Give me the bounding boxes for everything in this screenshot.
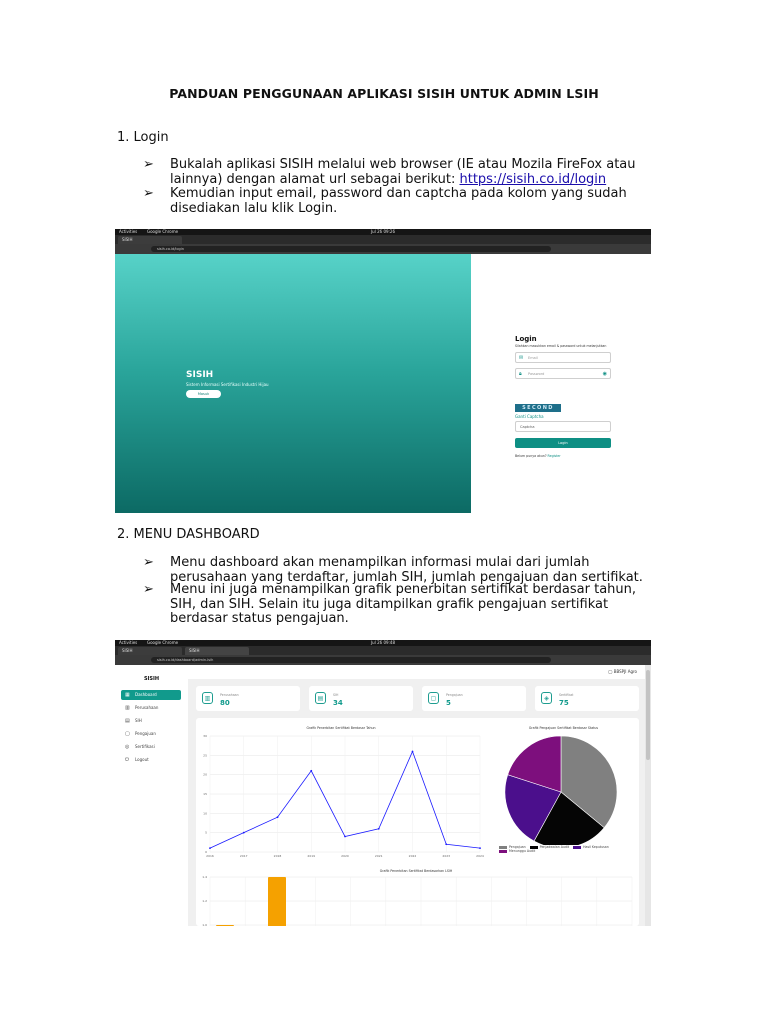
document-title: PANDUAN PENGGUNAAN APLIKASI SISIH UNTUK ADMIN LSIH [169, 86, 599, 101]
scrollbar[interactable] [645, 665, 651, 926]
dashboard-bullet-1 [143, 556, 643, 585]
hero-button[interactable]: Masuk [186, 390, 221, 398]
stat-card-label: SIH [333, 693, 339, 697]
os-app-name: Google Chrome [147, 229, 179, 234]
sidebar-item-logout[interactable] [121, 755, 181, 765]
dashboard-bullet-2 [143, 583, 643, 627]
bar-chart-y-tick: 1.0 [202, 923, 207, 926]
login-screenshot [115, 229, 651, 513]
os-clock: Jul 26 09:26 [371, 229, 395, 234]
file-icon: ▢ [428, 692, 439, 704]
login-bullet-1 [143, 158, 643, 187]
refresh-captcha-link[interactable]: Ganti Captcha [515, 414, 544, 419]
bar-chart-title: Grafik Penerbitan Sertifikat Berdasarkan LSIH [379, 869, 453, 873]
user-menu[interactable]: ◯ BBSPJI Agro [607, 669, 637, 674]
os-app-name: Google Chrome [147, 640, 179, 645]
line-chart [196, 730, 486, 860]
line-chart-y-tick: 5 [205, 830, 207, 835]
sidebar-item-label: Logout [135, 757, 149, 762]
hero-title: SISIH [186, 370, 214, 380]
legend-swatch [499, 850, 507, 853]
badge-icon: ◎ [125, 744, 130, 750]
legend-label: Penjadwalan Audit [539, 845, 570, 849]
line-chart-y-tick: 25 [203, 753, 207, 758]
line-chart-x-tick: 2021 [374, 854, 383, 858]
bullet-arrow: ➢ [143, 157, 154, 172]
section-dashboard-heading: 2. MENU DASHBOARD [117, 527, 260, 542]
bullet-arrow: ➢ [143, 186, 154, 201]
dashboard-main [188, 665, 651, 926]
line-chart-x-tick: 2023 [442, 854, 451, 858]
sidebar-item-label: SIH [135, 718, 142, 723]
stat-card-value: 34 [333, 699, 343, 707]
browser-tab-bar [115, 646, 651, 655]
login-url-link[interactable]: https://sisih.co.id/login [459, 171, 607, 187]
line-chart-y-tick: 30 [203, 734, 207, 738]
dashboard-screenshot [115, 640, 651, 926]
stat-card-label: Sertifikat [559, 693, 574, 697]
line-chart-x-tick: 2017 [239, 854, 248, 858]
tab-label: SISIH [189, 648, 200, 653]
shield-icon: ◈ [541, 692, 552, 704]
power-icon: ⏻ [125, 757, 129, 763]
stat-card-value: 5 [446, 699, 451, 707]
line-chart-point [412, 751, 414, 753]
sidebar [115, 665, 188, 926]
line-chart-x-tick: 2016 [206, 854, 214, 858]
browser-tab-2[interactable] [185, 647, 249, 655]
stat-card-sertifikat [535, 686, 639, 711]
legend-label: Hasil Keputusan [583, 845, 609, 849]
line-chart-x-tick: 2019 [307, 854, 316, 858]
sidebar-item-label: Sertifikasi [135, 744, 155, 749]
register-link[interactable]: Register [547, 454, 561, 458]
line-chart-x-tick: 2022 [408, 854, 417, 858]
section-login-heading: 1. Login [117, 130, 169, 145]
dashboard-bullet-1-text: Menu dashboard akan menampilkan informasi mulai dari jumlah perusahaan yang terdaftar, jumlah SIH, jumlah pengajuan dan sertifikat. [170, 555, 643, 585]
line-chart-point [277, 816, 279, 818]
line-chart-x-tick: 2024 [476, 854, 484, 858]
sidebar-item-sih[interactable] [121, 716, 181, 726]
sidebar-item-dashboard[interactable] [121, 690, 181, 700]
stat-card-label: Perusahaan [220, 693, 239, 697]
os-clock: Jul 26 09:48 [371, 640, 395, 645]
line-chart-x-tick: 2020 [341, 854, 349, 858]
sidebar-item-label: Dashboard [135, 692, 157, 697]
file-icon: ▢ [125, 731, 130, 737]
line-chart-point [209, 847, 211, 849]
line-chart-y-tick: 10 [203, 811, 207, 816]
lock-icon: 🔒︎ [519, 371, 522, 377]
line-chart-y-tick: 0 [205, 850, 207, 854]
stat-card-sih [309, 686, 413, 711]
stat-card-value: 80 [220, 699, 230, 707]
browser-address-bar [115, 655, 651, 665]
bar-chart-bar [268, 877, 286, 926]
pie-legend [499, 845, 639, 853]
line-chart-y-tick: 20 [203, 772, 207, 777]
building-icon: ▥ [125, 705, 130, 711]
login-bullet-1-text: Bukalah aplikasi SISIH melalui web browser (IE atau Mozila FireFox atau lainnya) dengan alamat url sebagai berikut: [170, 157, 636, 187]
line-chart-point [378, 828, 380, 830]
pie-legend-item[interactable] [530, 845, 569, 849]
building-icon: ▥ [202, 692, 213, 704]
os-activities[interactable]: Activities [119, 640, 138, 645]
sidebar-brand: SISIH [143, 676, 160, 682]
login-subtitle: Silahkan masukkan email & password untuk melanjutkan [515, 344, 607, 348]
line-chart-x-tick: 2018 [273, 854, 282, 858]
document-icon: ▤ [315, 692, 326, 704]
browser-tab[interactable] [118, 236, 182, 244]
login-hero-panel [115, 254, 471, 513]
tab-label: SISIH [122, 648, 133, 653]
browser-tab-1[interactable] [118, 647, 182, 655]
url-field[interactable]: sisih.co.id/dashboard/admin-lsih [151, 657, 551, 663]
bar-chart [196, 874, 636, 926]
stat-card-label: Pengajuan [446, 693, 463, 697]
login-form-panel [471, 254, 651, 513]
grid-icon: ▦ [125, 692, 130, 698]
hero-subtitle: Sistem Informasi Sertifikasi Industri Hijau [186, 382, 269, 387]
bar-chart-bar [216, 925, 234, 926]
login-bullet-2-text: Kemudian input email, password dan captcha pada kolom yang sudah disediakan lalu klik Login. [170, 186, 627, 216]
bullet-arrow: ➢ [143, 582, 154, 597]
bar-chart-y-tick: 1.4 [202, 875, 207, 879]
login-title: Login [515, 335, 537, 343]
login-bullet-2 [143, 187, 643, 216]
password-field[interactable]: 🔒︎ Password ◉ [515, 368, 611, 379]
charts-panel [196, 718, 639, 926]
line-chart-point [344, 836, 346, 838]
pie-legend-item[interactable] [573, 845, 609, 849]
document-icon: ▤ [125, 718, 130, 724]
legend-swatch [573, 846, 581, 849]
sidebar-item-label: Pengajuan [135, 731, 156, 736]
bar-chart-y-tick: 1.2 [202, 899, 207, 903]
sidebar-item-perusahaan[interactable] [121, 703, 181, 713]
sidebar-item-pengajuan[interactable] [121, 729, 181, 739]
sidebar-item-sertifikasi[interactable] [121, 742, 181, 752]
mail-icon: ✉ [519, 355, 524, 361]
stat-card-perusahaan [196, 686, 300, 711]
scrollbar-thumb[interactable] [646, 670, 650, 760]
os-activities[interactable]: Activities [119, 229, 138, 234]
browser-address-bar [115, 244, 651, 254]
pie-chart [496, 730, 636, 845]
line-chart-point [310, 770, 312, 772]
stat-card-pengajuan [422, 686, 526, 711]
bullet-arrow: ➢ [143, 555, 154, 570]
line-chart-point [479, 847, 481, 849]
line-chart-point [243, 832, 245, 834]
stat-card-value: 75 [559, 699, 569, 707]
login-button[interactable]: Login [515, 438, 611, 448]
legend-label: Menunggu Audit [509, 849, 536, 853]
pie-legend-item[interactable] [499, 849, 535, 853]
dashboard-topbar [188, 665, 645, 679]
captcha-image: SECOND [515, 404, 561, 412]
email-field[interactable]: ✉ Email [515, 352, 611, 363]
register-prompt: Belum punya akun? Register [515, 454, 561, 458]
pie-chart-title: Grafik Pengajuan Sertifikat Berdasar Status [528, 726, 599, 730]
sidebar-item-label: Perusahaan [135, 705, 159, 710]
legend-label: Pengajuan [509, 845, 526, 849]
line-chart-title: Grafik Penerbitan Sertifikat Berdasar Tahun [306, 726, 376, 730]
browser-tab-bar [115, 235, 651, 244]
tab-label: SISIH [122, 237, 133, 242]
line-chart-y-tick: 15 [203, 792, 207, 796]
dashboard-bullet-2-text: Menu ini juga menampilkan grafik penerbitan sertifikat berdasar tahun, SIH, dan SIH. Selain itu juga ditampilkan grafik pengajuan sertifikat berdasar status pengajuan. [170, 582, 637, 626]
url-field[interactable]: sisih.co.id/login [151, 246, 551, 252]
eye-icon[interactable]: ◉ [602, 371, 607, 377]
captcha-input[interactable]: Captcha [515, 421, 611, 432]
user-icon: ◯ [607, 669, 613, 674]
line-chart-point [445, 843, 447, 845]
